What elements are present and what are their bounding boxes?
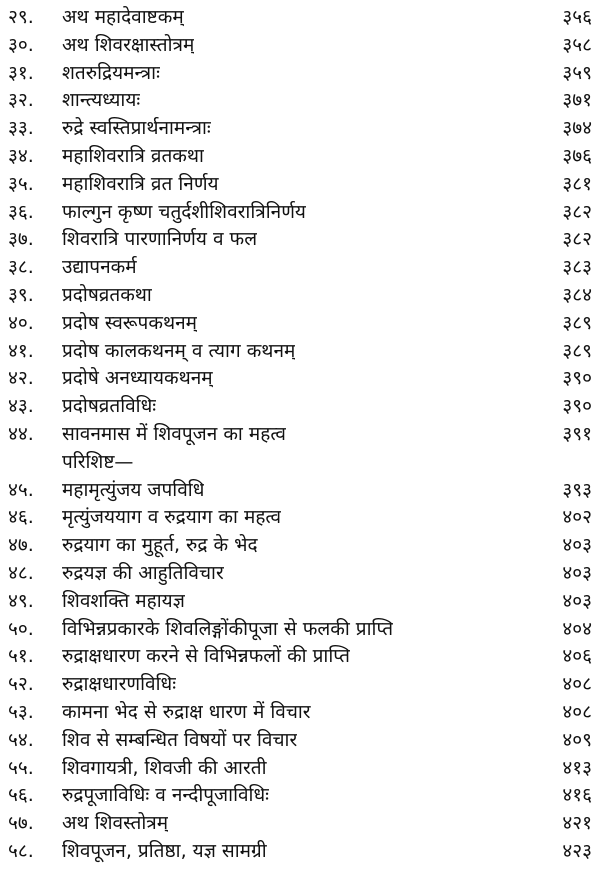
entry-title: प्रदोषव्रतकथा [62, 283, 152, 306]
entry-number: ४९. [8, 589, 34, 612]
entry-page-number: ३५९ [562, 61, 592, 84]
toc-entry [0, 254, 600, 282]
toc-entry [0, 810, 600, 838]
entry-page-number: ३५८ [562, 33, 592, 56]
entry-page-number: ४२१ [562, 812, 592, 835]
entry-number: ५१. [8, 645, 34, 668]
entry-page-number: ३५६ [562, 6, 592, 28]
entry-page-number: ४१३ [562, 756, 592, 779]
entry-page-number: ३७१ [562, 89, 592, 112]
toc-entry [0, 588, 600, 616]
entry-page-number: ४०३ [562, 561, 592, 584]
entry-title: प्रदोषे अनध्यायकथनम् [62, 367, 213, 390]
entry-number: ४४. [8, 422, 34, 445]
entry-title: उद्यापनकर्म [62, 256, 137, 279]
entry-page-number: ३८४ [562, 283, 592, 306]
entry-page-number: ३८२ [562, 200, 592, 223]
entry-number: ४६. [8, 506, 34, 529]
entry-number: ४०. [8, 311, 34, 334]
entry-number: ५५. [8, 756, 34, 779]
toc-entry [0, 310, 600, 338]
entry-number: ५७. [8, 812, 34, 835]
entry-page-number: ३९३ [562, 478, 592, 501]
entry-title: शिवशक्ति महायज्ञ [62, 589, 185, 612]
table-of-contents [0, 4, 600, 866]
toc-entry [0, 393, 600, 421]
entry-page-number: ३८९ [562, 311, 592, 334]
entry-title: सावनमास में शिवपूजन का महत्व [62, 422, 286, 445]
entry-page-number: ३९० [562, 395, 592, 418]
entry-title: प्रदोष कालकथनम् व त्याग कथनम् [62, 339, 296, 362]
toc-entry [0, 87, 600, 115]
entry-number: ३३. [8, 117, 34, 140]
entry-page-number: ३८९ [562, 339, 592, 362]
entry-number: ३१. [8, 61, 34, 84]
toc-entry [0, 32, 600, 60]
entry-number: ३२. [8, 89, 34, 112]
entry-title: प्रदोष स्वरूपकथनम् [62, 311, 197, 334]
entry-title: रुद्रे स्वस्तिप्रार्थनामन्त्राः [62, 117, 211, 140]
toc-entry [0, 699, 600, 727]
entry-number: ४५. [8, 478, 34, 501]
entry-page-number: ४०४ [562, 617, 592, 640]
toc-entry [0, 616, 600, 644]
entry-number: ३९. [8, 283, 34, 306]
toc-entry [0, 171, 600, 199]
toc-entry [0, 643, 600, 671]
entry-number: ३४. [8, 144, 34, 167]
entry-number: २९. [8, 6, 34, 28]
entry-number: ४८. [8, 561, 34, 584]
entry-number: ५६. [8, 784, 34, 807]
entry-title: परिशिष्ट— [62, 450, 134, 473]
entry-page-number: ४०६ [562, 645, 592, 668]
entry-page-number: ४२३ [562, 839, 592, 862]
entry-page-number: ४०८ [562, 700, 592, 723]
toc-entry [0, 782, 600, 810]
entry-title: महाशिवरात्रि व्रतकथा [62, 144, 204, 167]
toc-entry [0, 199, 600, 227]
entry-title: रुद्रयाग का मुहूर्त, रुद्र के भेद [62, 534, 258, 557]
toc-entry [0, 727, 600, 755]
entry-number: ५८. [8, 839, 34, 862]
toc-entry [0, 671, 600, 699]
entry-number: ३०. [8, 33, 34, 56]
toc-entry [0, 421, 600, 449]
entry-page-number: ४१६ [562, 784, 592, 807]
toc-entry [0, 338, 600, 366]
entry-number: ५२. [8, 673, 34, 696]
entry-number: ४२. [8, 367, 34, 390]
entry-title: महामृत्युंजय जपविधि [62, 478, 205, 501]
entry-title: रुद्रपूजाविधिः व नन्दीपूजाविधिः [62, 784, 270, 807]
toc-entry [0, 60, 600, 88]
entry-number: ३६. [8, 200, 34, 223]
entry-title: शतरुद्रियमन्त्राः [62, 61, 160, 84]
entry-title: मृत्युंजययाग व रुद्रयाग का महत्व [62, 506, 282, 529]
toc-entry [0, 504, 600, 532]
entry-number: ४३. [8, 395, 34, 418]
entry-page-number: ३९० [562, 367, 592, 390]
toc-entry [0, 755, 600, 783]
entry-number: ५४. [8, 728, 34, 751]
entry-title: प्रदोषव्रतविधिः [62, 395, 157, 418]
entry-number: ५३. [8, 700, 34, 723]
toc-entry [0, 532, 600, 560]
entry-page-number: ३७४ [562, 117, 592, 140]
entry-page-number: ४०२ [562, 506, 592, 529]
toc-entry [0, 4, 600, 32]
entry-page-number: ३९१ [562, 422, 592, 445]
entry-number: ४१. [8, 339, 34, 362]
entry-page-number: ४०३ [562, 589, 592, 612]
entry-page-number: ३८२ [562, 228, 592, 251]
toc-entry [0, 365, 600, 393]
toc-entry [0, 477, 600, 505]
entry-title: रुद्राक्षधारण करने से विभिन्नफलों की प्राप्ति [62, 645, 350, 668]
entry-number: ३५. [8, 172, 34, 195]
entry-title: शिवगायत्री, शिवजी की आरती [62, 756, 267, 779]
entry-title: शिवपूजन, प्रतिष्ठा, यज्ञ सामग्री [62, 839, 267, 862]
entry-title: रुद्राक्षधारणविधिः [62, 673, 177, 696]
entry-title: शिवरात्रि पारणानिर्णय व फल [62, 228, 258, 251]
toc-entry [0, 226, 600, 254]
toc-entry [0, 449, 600, 477]
entry-title: विभिन्नप्रकारके शिवलिङ्गोंकीपूजा से फलकी प्राप्ति [62, 617, 394, 640]
entry-page-number: ४०३ [562, 534, 592, 557]
entry-number: ३७. [8, 228, 34, 251]
entry-title: रुद्रयज्ञ की आहुतिविचार [62, 561, 224, 584]
entry-title: शिव से सम्बन्धित विषयों पर विचार [62, 728, 298, 751]
entry-page-number: ३८१ [562, 172, 592, 195]
toc-entry [0, 560, 600, 588]
entry-title: अथ शिवस्तोत्रम् [62, 812, 169, 835]
entry-number: ४७. [8, 534, 34, 557]
toc-entry [0, 115, 600, 143]
entry-title: अथ शिवरक्षास्तोत्रम् [62, 33, 195, 56]
toc-entry [0, 838, 600, 866]
entry-title: अथ महादेवाष्टकम् [62, 6, 184, 28]
entry-title: शान्त्यध्यायः [62, 89, 141, 112]
entry-title: महाशिवरात्रि व्रत निर्णय [62, 172, 219, 195]
toc-entry [0, 282, 600, 310]
entry-number: ३८. [8, 256, 34, 279]
entry-number: ५०. [8, 617, 34, 640]
entry-page-number: ३८३ [562, 256, 592, 279]
entry-title: फाल्गुन कृष्ण चतुर्दशीशिवरात्रिनिर्णय [62, 200, 306, 223]
toc-entry [0, 143, 600, 171]
entry-page-number: ३७६ [562, 144, 592, 167]
entry-title: कामना भेद से रुद्राक्ष धारण में विचार [62, 700, 311, 723]
entry-page-number: ४०९ [562, 728, 592, 751]
entry-page-number: ४०८ [562, 673, 592, 696]
